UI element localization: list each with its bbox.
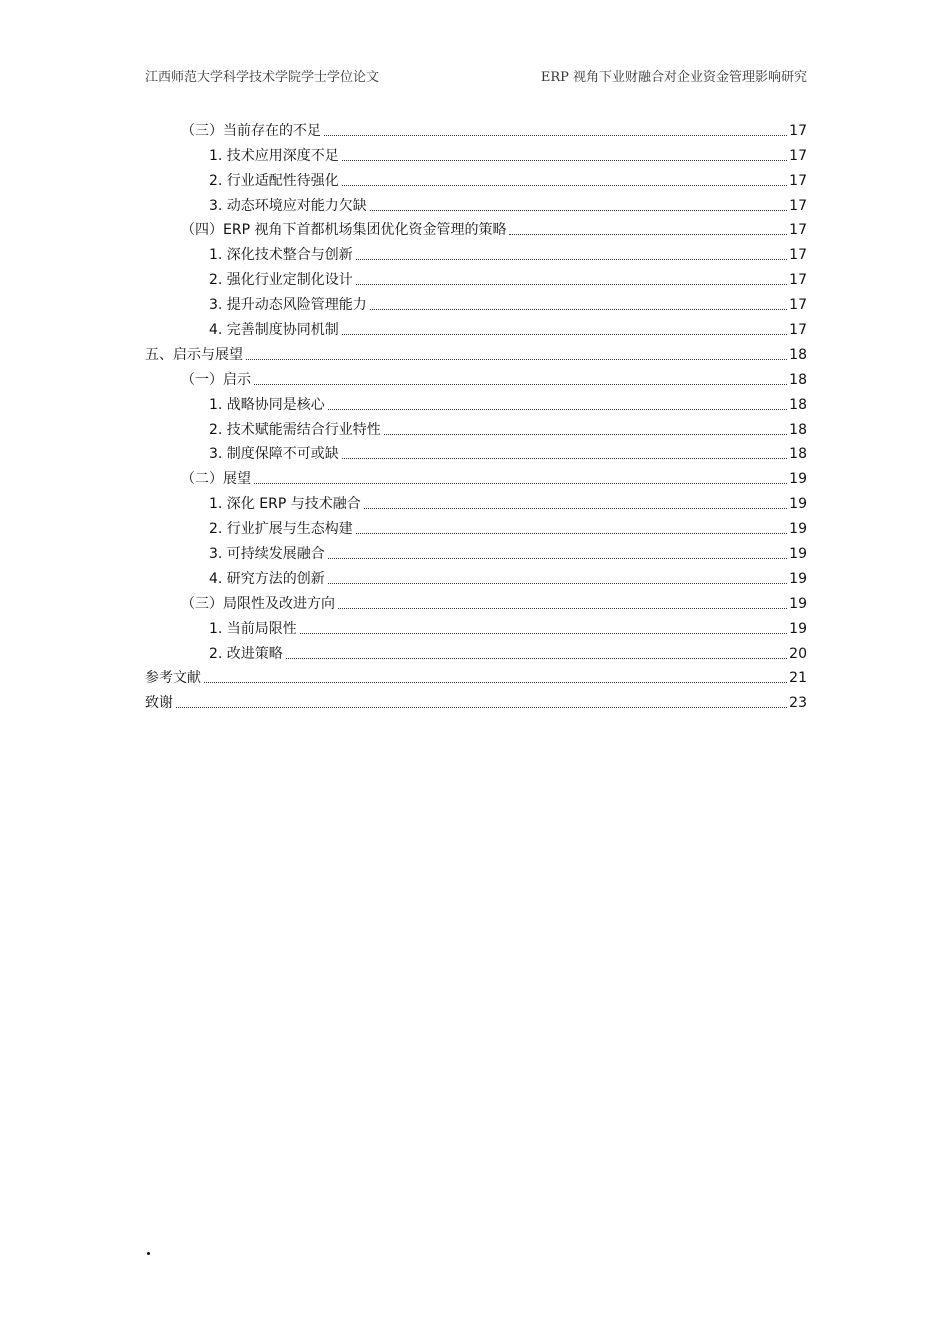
toc-entry-title: 1. 深化 ERP 与技术融合 (209, 496, 361, 513)
toc-entry-title: 参考文献 (145, 670, 201, 687)
toc-dot-leader (356, 258, 787, 260)
toc-entry-page-number: 18 (789, 371, 807, 388)
toc-entry[interactable] (145, 216, 807, 241)
toc-entry[interactable] (145, 290, 807, 315)
toc-entry-page-number: 19 (789, 546, 807, 563)
toc-entry-page-number: 19 (789, 496, 807, 513)
header-left-title: 江西师范大学科学技术学院学士学位论文 (145, 70, 380, 85)
toc-entry[interactable] (145, 639, 807, 664)
toc-dot-leader (356, 283, 787, 285)
toc-entry-title: 3. 可持续发展融合 (209, 546, 325, 563)
toc-entry-page-number: 19 (789, 620, 807, 637)
toc-entry[interactable] (145, 415, 807, 440)
table-of-contents (145, 116, 807, 713)
toc-entry-title: （一）启示 (181, 371, 251, 388)
toc-entry[interactable] (145, 688, 807, 713)
toc-entry-page-number: 19 (789, 570, 807, 587)
page-header (145, 66, 807, 85)
toc-dot-leader (300, 632, 787, 634)
toc-dot-leader (370, 308, 787, 310)
toc-dot-leader (364, 507, 787, 509)
toc-entry-title: （三）局限性及改进方向 (181, 595, 335, 612)
bullet-dot (147, 1252, 150, 1255)
toc-dot-leader (342, 457, 787, 459)
toc-entry[interactable] (145, 514, 807, 539)
toc-dot-leader (342, 184, 787, 186)
toc-entry-title: 2. 强化行业定制化设计 (209, 272, 353, 289)
toc-dot-leader (384, 433, 787, 435)
toc-dot-leader (342, 159, 787, 161)
toc-dot-leader (324, 134, 787, 136)
toc-dot-leader (342, 333, 787, 335)
toc-entry[interactable] (145, 141, 807, 166)
toc-entry[interactable] (145, 564, 807, 589)
toc-entry-title: 3. 提升动态风险管理能力 (209, 297, 367, 314)
toc-entry-page-number: 18 (789, 421, 807, 438)
toc-dot-leader (328, 408, 787, 410)
toc-dot-leader (509, 233, 787, 235)
toc-entry-page-number: 20 (789, 645, 807, 662)
toc-entry-page-number: 19 (789, 595, 807, 612)
toc-entry-title: 1. 战略协同是核心 (209, 396, 325, 413)
toc-entry-page-number: 17 (789, 122, 807, 139)
toc-entry-page-number: 19 (789, 471, 807, 488)
toc-entry-title: 2. 行业扩展与生态构建 (209, 521, 353, 538)
toc-entry-page-number: 18 (789, 396, 807, 413)
toc-entry-title: 4. 研究方法的创新 (209, 570, 325, 587)
toc-entry[interactable] (145, 315, 807, 340)
toc-entry[interactable] (145, 589, 807, 614)
toc-entry-title: （二）展望 (181, 471, 251, 488)
toc-dot-leader (286, 657, 787, 659)
toc-dot-leader (328, 582, 787, 584)
toc-entry[interactable] (145, 166, 807, 191)
toc-entry-page-number: 17 (789, 297, 807, 314)
toc-entry-title: 3. 制度保障不可或缺 (209, 446, 339, 463)
toc-entry-title: 2. 行业适配性待强化 (209, 172, 339, 189)
toc-entry[interactable] (145, 539, 807, 564)
toc-entry-title: （四）ERP 视角下首都机场集团优化资金管理的策略 (181, 222, 507, 239)
toc-dot-leader (370, 209, 787, 211)
toc-entry[interactable] (145, 614, 807, 639)
toc-entry-page-number: 18 (789, 346, 807, 363)
toc-entry[interactable] (145, 390, 807, 415)
toc-entry[interactable] (145, 489, 807, 514)
toc-entry-title: （三）当前存在的不足 (181, 122, 321, 139)
toc-dot-leader (356, 532, 787, 534)
toc-entry-page-number: 17 (789, 197, 807, 214)
toc-entry[interactable] (145, 240, 807, 265)
toc-entry-page-number: 23 (789, 695, 807, 712)
toc-entry-page-number: 17 (789, 222, 807, 239)
toc-entry[interactable] (145, 191, 807, 216)
toc-entry-title: 1. 当前局限性 (209, 620, 297, 637)
toc-entry-title: 1. 技术应用深度不足 (209, 147, 339, 164)
toc-entry-title: 五、启示与展望 (145, 346, 243, 363)
header-right-title: ERP 视角下业财融合对企业资金管理影响研究 (540, 70, 807, 85)
toc-entry-page-number: 19 (789, 521, 807, 538)
toc-dot-leader (328, 557, 787, 559)
toc-entry[interactable] (145, 464, 807, 489)
toc-dot-leader (246, 358, 787, 360)
toc-entry[interactable] (145, 340, 807, 365)
toc-entry-page-number: 21 (789, 670, 807, 687)
toc-entry[interactable] (145, 265, 807, 290)
toc-entry-title: 致谢 (145, 695, 173, 712)
toc-entry-page-number: 17 (789, 147, 807, 164)
toc-dot-leader (204, 681, 787, 683)
toc-entry[interactable] (145, 440, 807, 465)
toc-entry-title: 2. 技术赋能需结合行业特性 (209, 421, 381, 438)
toc-entry-title: 4. 完善制度协同机制 (209, 322, 339, 339)
toc-entry-page-number: 18 (789, 446, 807, 463)
toc-entry-title: 3. 动态环境应对能力欠缺 (209, 197, 367, 214)
toc-entry[interactable] (145, 116, 807, 141)
toc-dot-leader (254, 383, 787, 385)
toc-entry-page-number: 17 (789, 172, 807, 189)
toc-entry-page-number: 17 (789, 247, 807, 264)
toc-entry-title: 1. 深化技术整合与创新 (209, 247, 353, 264)
toc-entry-title: 2. 改进策略 (209, 645, 283, 662)
toc-entry-page-number: 17 (789, 322, 807, 339)
toc-dot-leader (254, 482, 787, 484)
toc-entry[interactable] (145, 664, 807, 689)
toc-entry-page-number: 17 (789, 272, 807, 289)
toc-entry[interactable] (145, 365, 807, 390)
toc-dot-leader (338, 607, 787, 609)
toc-dot-leader (176, 706, 787, 708)
